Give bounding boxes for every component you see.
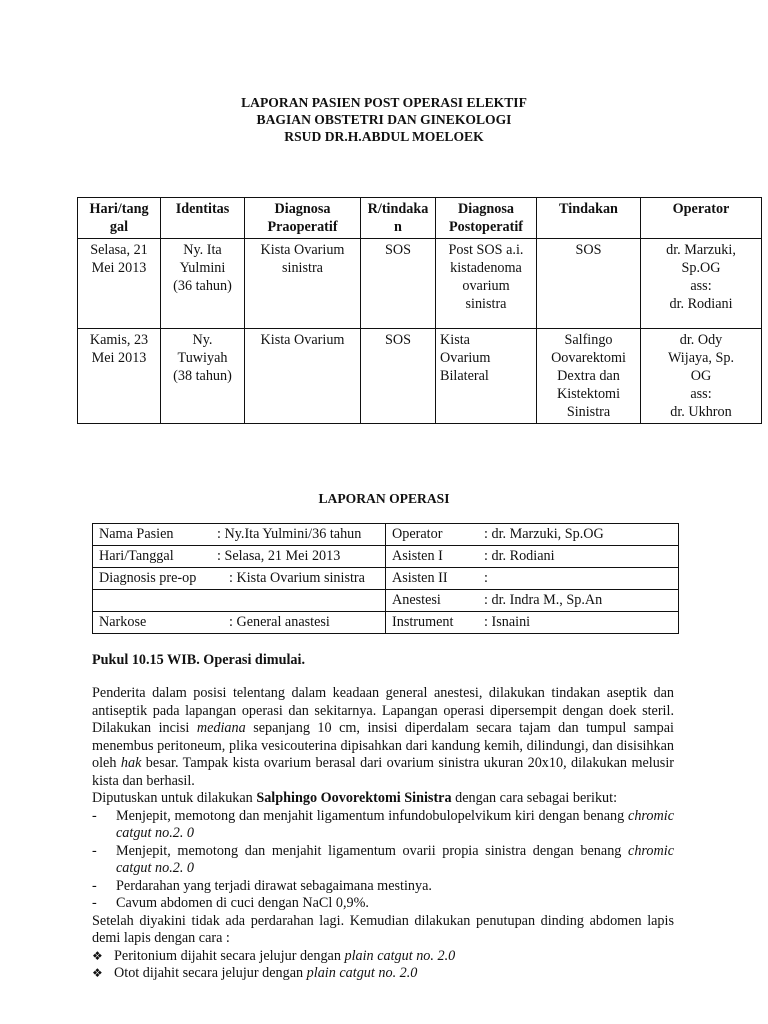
list-item: - Menjepit, memotong dan menjahit ligamentum ovarii propia sinistra dengan benang chromic catgut no.2. 0 [92, 842, 674, 876]
report-header [0, 94, 768, 145]
dash-marker: - [92, 842, 97, 859]
cell-preop: Kista Ovarium [245, 329, 361, 424]
cell-postop: Kista Ovarium Bilateral [436, 329, 537, 424]
operation-info-table [92, 523, 679, 634]
header-plan: R/tindaka n [361, 198, 436, 239]
operation-report-title: LAPORAN OPERASI [318, 491, 450, 506]
header-preop: Diagnosa Praoperatif [245, 198, 361, 239]
header-action: Tindakan [537, 198, 641, 239]
header-line-3: RSUD DR.H.ABDUL MOELOEK [284, 129, 484, 144]
patient-table [77, 197, 762, 424]
cell-plan: SOS [361, 239, 436, 329]
header-line-1: LAPORAN PASIEN POST OPERASI ELEKTIF [241, 95, 527, 110]
diamond-bullet-icon: ❖ [92, 966, 103, 980]
table-row [93, 568, 679, 590]
header-line-2: BAGIAN OBSTETRI DAN GINEKOLOGI [256, 112, 512, 127]
list-item: - Menjepit, memotong dan menjahit ligamentum infundobulopelvikum kiri dengan benang chromic catgut no.2. 0 [92, 807, 674, 841]
date-cell: Hari/Tanggal : Selasa, 21 Mei 2013 [93, 546, 386, 568]
cell-identity: Ny. Ita Yulmini (36 tahun) [161, 239, 245, 329]
cell-postop: Post SOS a.i. kistadenoma ovarium sinistra [436, 239, 537, 329]
list-item: - Perdarahan yang terjadi dirawat sebagaimana mestinya. [92, 877, 432, 894]
cell-operator: dr. Marzuki, Sp.OG ass: dr. Rodiani [641, 239, 762, 329]
table-row [93, 590, 679, 612]
operator-cell: Operator : dr. Marzuki, Sp.OG [386, 524, 679, 546]
narcosis-cell: Narkose : General anastesi [93, 612, 386, 634]
assistant-1-cell: Asisten I : dr. Rodiani [386, 546, 679, 568]
patient-table-header-row [78, 198, 762, 239]
diamond-bullet-icon: ❖ [92, 948, 103, 963]
table-row [78, 329, 762, 424]
cell-plan: SOS [361, 329, 436, 424]
list-item: ❖ Otot dijahit secara jelujur dengan plain catgut no. 2.0 [92, 965, 418, 981]
cell-action: SOS [537, 239, 641, 329]
patient-name-cell: Nama Pasien : Ny.Ita Yulmini/36 tahun [93, 524, 386, 546]
table-row [78, 239, 762, 329]
paragraph-decision: Diputuskan untuk dilakukan Salphingo Oovorektomi Sinistra dengan cara sebagai berikut: [92, 790, 618, 806]
list-item: - Cavum abdomen di cuci dengan NaCl 0,9%. [92, 895, 369, 911]
cell-action: Salfingo Oovarektomi Dextra dan Kistektomi Sinistra [537, 329, 641, 424]
cell-identity: Ny. Tuwiyah (38 tahun) [161, 329, 245, 424]
dash-marker: - [92, 877, 97, 894]
cell-preop: Kista Ovarium sinistra [245, 239, 361, 329]
table-row [93, 612, 679, 634]
table-row [93, 524, 679, 546]
cell-date: Selasa, 21 Mei 2013 [78, 239, 161, 329]
instrument-cell: Instrument : Isnaini [386, 612, 679, 634]
list-item: ❖ Peritonium dijahit secara jelujur dengan plain catgut no. 2.0 [92, 947, 456, 964]
anesthesia-cell: Anestesi : dr. Indra M., Sp.An [386, 590, 679, 612]
cell-date: Kamis, 23 Mei 2013 [78, 329, 161, 424]
table-row [93, 546, 679, 568]
header-postop: Diagnosa Postoperatif [436, 198, 537, 239]
empty-cell [93, 590, 386, 612]
operation-start-line: Pukul 10.15 WIB. Operasi dimulai. [92, 652, 305, 668]
header-date: Hari/tang gal [78, 198, 161, 239]
header-operator: Operator [641, 198, 762, 239]
operation-narrative [92, 685, 674, 983]
assistant-2-cell: Asisten II : [386, 568, 679, 590]
cell-operator: dr. Ody Wijaya, Sp. OG ass: dr. Ukhron [641, 329, 762, 424]
dash-marker: - [92, 807, 97, 824]
dash-marker: - [92, 895, 97, 911]
paragraph-procedure: Penderita dalam posisi telentang dalam keadaan general anestesi, dilakukan tindakan aseptik dan antiseptik pada lapangan operasi dan sekitarnya. Lapangan operasi dipersempit dengan doek steril. Dilakukan incisi mediana sepanjang 10 cm, insisi diperdalam secara tajam dan tumpul sampai menembus peritoneum, plika vesicouterina dipisahkan dari kandung kemih, dilindungi, dan disisihkan oleh hak besar. Tampak kista ovarium berasal dari ovarium sinistra ukuran 20x10, dilakukan melusir kista dan berhasil. [92, 685, 674, 789]
diagnosis-cell: Diagnosis pre-op : Kista Ovarium sinistra [93, 568, 386, 590]
paragraph-closure: Setelah diyakini tidak ada perdarahan lagi. Kemudian dilakukan penutupan dinding abdomen lapis demi lapis dengan cara : [92, 912, 674, 946]
header-identity: Identitas [161, 198, 245, 239]
